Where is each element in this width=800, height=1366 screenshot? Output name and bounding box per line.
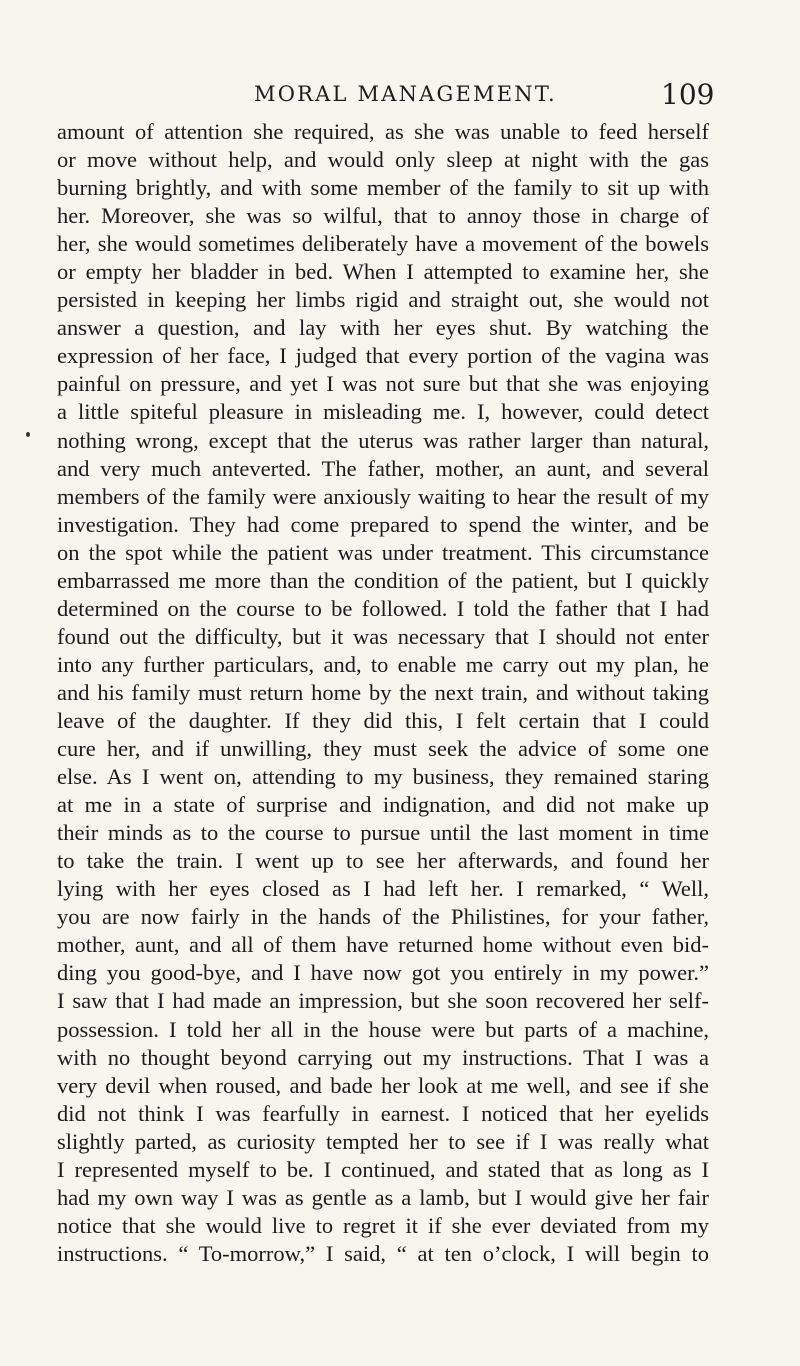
text-line: with no thought beyond carrying out my instructions. That I was a: [57, 1044, 709, 1070]
text-line: investigation. They had come prepared to spend the winter, and be: [57, 511, 709, 537]
text-line: slightly parted, as curiosity tempted her to see if I was really what: [57, 1128, 709, 1154]
text-line: her. Moreover, she was so wilful, that to annoy those in charge of: [57, 203, 709, 229]
text-line: amount of attention she required, as she was unable to feed herself: [57, 119, 709, 144]
page-number: 109: [661, 78, 715, 111]
text-line: I represented myself to be. I continued, and stated that as long as I: [57, 1156, 709, 1182]
text-line: at me in a state of surprise and indignation, and did not make up: [57, 792, 709, 818]
text-line: expression of her face, I judged that every portion of the vagina was: [57, 343, 709, 369]
text-line: to take the train. I went up to see her afterwards, and found her: [57, 848, 709, 874]
text-line: burning brightly, and with some member of the family to sit up with: [57, 175, 709, 201]
text-line: and his family must return home by the next train, and without taking: [57, 679, 709, 705]
text-line: determined on the course to be followed. I told the father that I had: [57, 595, 709, 621]
text-line: leave of the daughter. If they did this, I felt certain that I could: [57, 707, 709, 733]
text-line: notice that she would live to regret it if she ever deviated from my: [57, 1212, 709, 1238]
text-line: answer a question, and lay with her eyes shut. By watching the: [57, 315, 709, 341]
text-line: embarrassed me more than the condition of the patient, but I quickly: [57, 567, 709, 593]
text-line: cure her, and if unwilling, they must seek the advice of some one: [57, 736, 709, 762]
text-line: a little spiteful pleasure in misleading me. I, however, could detect: [57, 399, 709, 425]
text-line: possession. I told her all in the house were but parts of a machine,: [57, 1016, 709, 1042]
text-line: ding you good-bye, and I have now got you entirely in my power.”: [57, 960, 709, 986]
chapter-title: MORAL MANAGEMENT.: [254, 82, 557, 106]
text-line: into any further particulars, and, to enable me carry out my plan, he: [57, 651, 709, 677]
text-line: you are now fairly in the hands of the Philistines, for your father,: [57, 904, 709, 930]
text-line: or empty her bladder in bed. When I attempted to examine her, she: [57, 259, 709, 285]
body-text: [57, 118, 709, 1268]
text-line: on the spot while the patient was under treatment. This circumstance: [57, 539, 709, 565]
text-line: mother, aunt, and all of them have returned home without even bid-: [57, 932, 709, 958]
text-line: or move without help, and would only sleep at night with the gas: [57, 147, 709, 173]
text-line: lying with her eyes closed as I had left her. I remarked, “ Well,: [57, 876, 709, 902]
text-line: nothing wrong, except that the uterus was rather larger than natural,: [57, 427, 709, 453]
ink-speck: [26, 432, 30, 437]
text-line: found out the difficulty, but it was necessary that I should not enter: [57, 623, 709, 649]
text-line: had my own way I was as gentle as a lamb, but I would give her fair: [57, 1184, 709, 1210]
text-line: instructions. “ To-morrow,” I said, “ at ten o’clock, I will begin to: [57, 1240, 709, 1266]
text-line: I saw that I had made an impression, but she soon recovered her self-: [57, 988, 709, 1014]
text-line: persisted in keeping her limbs rigid and straight out, she would not: [57, 287, 709, 313]
text-line: painful on pressure, and yet I was not sure but that she was enjoying: [57, 371, 709, 397]
text-line: very devil when roused, and bade her look at me well, and see if she: [57, 1072, 709, 1098]
text-line: did not think I was fearfully in earnest. I noticed that her eyelids: [57, 1100, 709, 1126]
text-line: and very much anteverted. The father, mother, an aunt, and several: [57, 455, 709, 481]
text-line: their minds as to the course to pursue until the last moment in time: [57, 820, 709, 846]
text-line: members of the family were anxiously waiting to hear the result of my: [57, 483, 709, 509]
text-line: her, she would sometimes deliberately have a movement of the bowels: [57, 231, 709, 257]
running-header: [0, 76, 800, 116]
text-line: else. As I went on, attending to my business, they remained staring: [57, 764, 709, 790]
